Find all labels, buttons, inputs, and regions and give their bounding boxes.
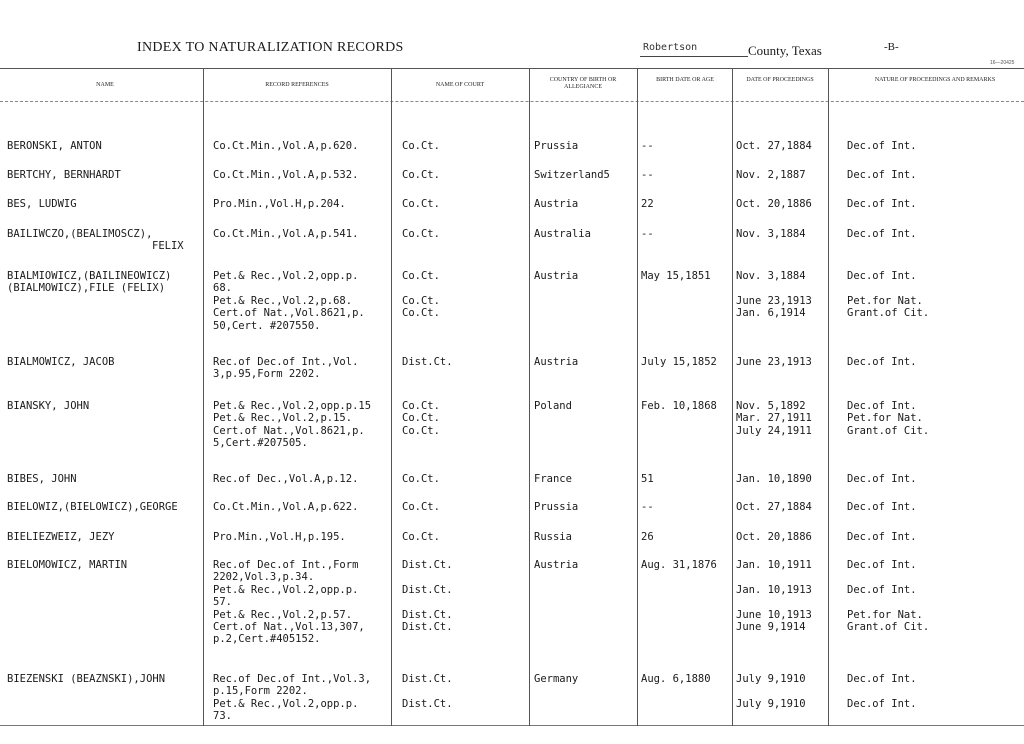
record-court-line: Dist.Ct. [402,621,453,634]
record-birth-date-line: -- [641,228,654,240]
record-reference-line: Pet.& Rec.,Vol.2,opp.p. [213,583,359,596]
record-proceeding-date-line: Oct. 27,1884 [736,501,812,513]
record-birth-date-line: 26 [641,531,654,543]
record-proceeding-date-line: Nov. 2,1887 [736,169,806,181]
record-birth-date [641,673,733,685]
record-nature [847,673,1017,710]
record-name-line: BERTCHY, BERNHARDT [7,169,121,181]
record-reference-line: Co.Ct.Min.,Vol.A,p.620. [213,140,359,152]
record-court [402,228,527,240]
record-court-line: Dist.Ct. [402,559,453,571]
record-reference [213,228,391,240]
record-reference-line: Pet.& Rec.,Vol.2,opp.p. [213,270,359,282]
record-name-line: BIALMIOWICZ,(BAILINEOWICZ) [7,270,172,282]
record-reference [213,473,391,485]
record-proceeding-date-line: Nov. 3,1884 [736,228,806,240]
record-reference [213,198,391,210]
record-name-line: BIELIEZWEIZ, JEZY [7,531,115,543]
page-title: INDEX TO NATURALIZATION RECORDS [137,40,404,55]
record-nature-line: Dec.of Int. [847,559,917,571]
record-reference-line: Pro.Min.,Vol.H,p.195. [213,531,346,543]
record-birth-date [641,270,733,282]
record-nature [847,228,1017,240]
record-nature-line: Grant.of Cit. [847,307,930,320]
record-nature-line [847,571,1017,583]
record-reference-line: Rec.of Dec.of Int.,Vol. [213,356,359,368]
record-nature [847,531,1017,543]
record-reference [213,559,391,646]
record-reference-line: 50,Cert. #207550. [213,319,321,332]
record-reference-line: Co.Ct.Min.,Vol.A,p.541. [213,228,359,240]
record-court-line: Co.Ct. [402,501,440,513]
column-divider [637,68,638,726]
record-court-line: Dist.Ct. [402,583,453,596]
record-country-line: Austria [534,559,579,571]
record-court [402,531,527,543]
record-name [7,228,203,253]
record-country-line: France [534,473,572,485]
record-reference [213,400,391,450]
record-proceeding-date-line: Jan. 10,1911 [736,559,812,571]
record-reference-line: 57. [213,596,232,609]
header-rule [0,68,1024,69]
record-name [7,356,203,368]
record-court-line: Co.Ct. [402,270,440,282]
record-proceeding-date-line [736,282,830,294]
record-name [7,673,203,685]
record-birth-date [641,228,733,240]
record-reference-line: p.2,Cert.#405152. [213,633,321,646]
record-name-line: BIELOWIZ,(BIELOWICZ),GEORGE [7,501,178,513]
record-country [534,531,636,543]
record-country-line: Austria [534,270,579,282]
record-court-line: Co.Ct. [402,140,440,152]
record-nature-line [847,282,1017,294]
record-nature-line: Dec.of Int. [847,169,917,181]
record-country-line: Australia [534,228,591,240]
record-nature-line: Grant.of Cit. [847,424,930,437]
record-nature [847,169,1017,181]
record-country [534,559,636,571]
record-name-line: BIEZENSKI (BEAZNSKI),JOHN [7,673,166,685]
record-reference [213,169,391,181]
record-proceeding-date-line: Jan. 6,1914 [736,307,806,320]
record-court [402,198,527,210]
record-birth-date-line: -- [641,140,654,152]
record-proceeding-date-line: Jan. 10,1913 [736,583,812,596]
record-court-line: Dist.Ct. [402,608,453,621]
column-header-nature: NATURE OF PROCEEDINGS AND REMARKS [874,77,996,83]
record-court [402,140,527,152]
record-court-line: Co.Ct. [402,531,440,543]
record-reference-line: 73. [213,710,232,723]
record-proceeding-date-line: Nov. 5,1892 [736,400,806,412]
record-proceeding-date [736,559,830,633]
record-proceeding-date [736,270,830,320]
record-reference-line: Cert.of Nat.,Vol.13,307, [213,621,365,634]
record-proceeding-date [736,228,830,240]
record-proceeding-date [736,400,830,437]
record-birth-date-line: Feb. 10,1868 [641,400,717,412]
record-country [534,356,636,368]
record-reference-line: Rec.of Dec.of Int.,Vol.3, [213,673,372,685]
column-divider [529,68,530,726]
record-country [534,501,636,513]
record-nature [847,473,1017,485]
record-proceeding-date-line: July 24,1911 [736,424,812,437]
record-country [534,473,636,485]
record-court [402,559,527,633]
record-country-line: Austria [534,356,579,368]
record-nature [847,270,1017,320]
record-reference-line: Cert.of Nat.,Vol.8621,p. [213,424,365,437]
record-proceeding-date [736,501,830,513]
record-court-line: Co.Ct. [402,307,440,320]
record-nature-line [847,596,1017,608]
record-name-line: BIBES, JOHN [7,473,77,485]
record-nature [847,356,1017,368]
record-birth-date [641,198,733,210]
record-country-line: Prussia [534,140,579,152]
record-name-line: BES, LUDWIG [7,198,77,210]
record-proceeding-date-line: June 23,1913 [736,294,812,307]
record-nature-line: Dec.of Int. [847,583,917,596]
record-nature-line: Pet.for Nat. [847,608,923,621]
record-nature-line: Dec.of Int. [847,697,917,710]
record-court [402,400,527,437]
record-reference-line: Cert.of Nat.,Vol.8621,p. [213,307,365,320]
record-nature-line: Pet.for Nat. [847,412,923,425]
record-court-line: Co.Ct. [402,294,440,307]
record-reference-line: 68. [213,282,232,295]
record-reference-line: Co.Ct.Min.,Vol.A,p.622. [213,501,359,513]
record-court-line: Dist.Ct. [402,673,453,685]
record-nature [847,198,1017,210]
record-birth-date [641,356,733,368]
record-court [402,673,527,710]
record-proceeding-date-line: July 9,1910 [736,673,806,685]
bottom-rule [0,725,1024,726]
record-nature-line: Dec.of Int. [847,140,917,152]
record-nature-line: Dec.of Int. [847,531,917,543]
record-reference-line: Pet.& Rec.,Vol.2,opp.p.15 [213,400,372,412]
record-proceeding-date [736,169,830,181]
column-header-country: COUNTRY OF BIRTH OR ALLEGIANCE [549,77,617,90]
record-name [7,198,203,210]
record-nature [847,559,1017,633]
county-label: County, Texas [748,43,822,58]
record-proceeding-date [736,673,830,710]
column-header-date-of-proceedings: DATE OF PROCEEDINGS [746,77,814,83]
record-nature-line: Dec.of Int. [847,400,917,412]
record-name [7,140,203,152]
record-proceeding-date-line [736,685,830,697]
record-proceeding-date-line [736,571,830,583]
record-birth-date [641,169,733,181]
record-reference [213,531,391,543]
record-nature [847,501,1017,513]
record-birth-date [641,501,733,513]
record-proceeding-date [736,473,830,485]
county-underline [640,56,748,57]
record-reference [213,356,391,381]
record-name-line: FELIX [152,240,184,253]
record-proceeding-date [736,198,830,210]
record-nature-line: Pet.for Nat. [847,294,923,307]
record-court [402,473,527,485]
record-court [402,501,527,513]
record-court-line: Dist.Ct. [402,697,453,710]
county-name: Robertson [643,42,698,53]
record-reference-line: Co.Ct.Min.,Vol.A,p.532. [213,169,359,181]
record-nature-line: Dec.of Int. [847,198,917,210]
record-court-line: Co.Ct. [402,412,440,425]
record-court-line: Co.Ct. [402,400,440,412]
record-proceeding-date [736,531,830,543]
record-proceeding-date-line: Oct. 20,1886 [736,198,812,210]
record-name [7,501,203,513]
record-country-line: Switzerland5 [534,169,610,181]
record-court-line: Dist.Ct. [402,356,453,368]
record-name-line: BIALMOWICZ, JACOB [7,356,115,368]
record-proceeding-date-line: June 9,1914 [736,621,806,634]
record-name [7,473,203,485]
record-birth-date-line: 22 [641,198,654,210]
record-court-line: Co.Ct. [402,228,440,240]
record-court-line [402,685,527,697]
record-proceeding-date-line: July 9,1910 [736,697,806,710]
column-divider [203,68,204,726]
record-country [534,198,636,210]
record-birth-date [641,559,733,571]
record-proceeding-date [736,356,830,368]
record-country-line: Austria [534,198,579,210]
record-court-line: Co.Ct. [402,169,440,181]
record-name-line: BIELOMOWICZ, MARTIN [7,559,128,571]
record-country-line: Germany [534,673,579,685]
record-reference [213,270,391,332]
record-nature-line: Dec.of Int. [847,473,917,485]
record-name [7,531,203,543]
record-birth-date-line: -- [641,501,654,513]
record-reference [213,673,391,723]
column-header-court: NAME OF COURT [435,82,485,88]
record-country [534,270,636,282]
record-reference-line: Rec.of Dec.,Vol.A,p.12. [213,473,359,485]
record-reference-line: 2202,Vol.3,p.34. [213,571,315,584]
record-birth-date [641,531,733,543]
record-birth-date-line: 51 [641,473,654,485]
record-proceeding-date [736,140,830,152]
record-nature-line: Grant.of Cit. [847,621,930,634]
record-reference-line: p.15,Form 2202. [213,685,308,698]
record-birth-date [641,140,733,152]
record-birth-date-line: Aug. 31,1876 [641,559,717,571]
record-nature-line: Dec.of Int. [847,501,917,513]
column-divider [391,68,392,726]
record-proceeding-date-line: Oct. 27,1884 [736,140,812,152]
record-reference-line: Pet.& Rec.,Vol.2,p.68. [213,294,353,307]
record-nature-line: Dec.of Int. [847,356,917,368]
record-reference-line: 3,p.95,Form 2202. [213,368,321,381]
record-court-line: Co.Ct. [402,473,440,485]
record-proceeding-date-line: Nov. 3,1884 [736,270,806,282]
record-proceeding-date-line: June 10,1913 [736,608,812,621]
record-proceeding-date-line: Mar. 27,1911 [736,412,812,425]
column-header-rule [0,101,1024,102]
record-birth-date-line: Aug. 6,1880 [641,673,711,685]
record-birth-date-line: May 15,1851 [641,270,711,282]
record-birth-date [641,400,733,412]
record-court [402,169,527,181]
record-nature-line [847,685,1017,697]
record-reference [213,140,391,152]
record-country [534,673,636,685]
record-proceeding-date-line: June 23,1913 [736,356,812,368]
record-reference-line: 5,Cert.#207505. [213,437,308,450]
record-court-line [402,282,527,294]
record-birth-date-line: July 15,1852 [641,356,717,368]
record-country [534,400,636,412]
record-reference-line: Rec.of Dec.of Int.,Form [213,559,359,571]
form-code: 16—20425 [990,60,1015,66]
record-nature-line: Dec.of Int. [847,673,917,685]
record-proceeding-date-line [736,596,830,608]
record-reference-line: Pet.& Rec.,Vol.2,p.15. [213,412,353,425]
index-letter: -B- [884,41,899,53]
record-country-line: Russia [534,531,572,543]
record-nature-line: Dec.of Int. [847,270,917,282]
column-header-name: NAME [96,82,114,88]
record-court-line: Co.Ct. [402,198,440,210]
record-proceeding-date-line: Jan. 10,1890 [736,473,812,485]
record-name-line: BAILIWCZO,(BEALIMOSCZ), [7,228,153,240]
record-country-line: Prussia [534,501,579,513]
record-birth-date [641,473,733,485]
record-name [7,400,203,412]
record-nature [847,140,1017,152]
record-country [534,228,636,240]
column-header-birth-date: BIRTH DATE OR AGE [656,77,714,83]
column-divider [732,68,733,726]
record-court [402,270,527,320]
column-header-record-references: RECORD REFERENCES [265,82,329,88]
record-nature-line: Dec.of Int. [847,228,917,240]
record-name-line: (BIALMOWICZ),FILE (FELIX) [7,282,166,295]
record-court-line [402,596,527,608]
record-reference-line: Pet.& Rec.,Vol.2,opp.p. [213,697,359,710]
record-birth-date-line: -- [641,169,654,181]
record-name [7,270,203,295]
record-name [7,559,203,571]
record-reference-line: Pet.& Rec.,Vol.2,p.57. [213,608,353,621]
record-country-line: Poland [534,400,572,412]
record-reference [213,501,391,513]
record-court [402,356,527,368]
record-court-line: Co.Ct. [402,424,440,437]
record-country [534,140,636,152]
record-proceeding-date-line: Oct. 20,1886 [736,531,812,543]
record-nature [847,400,1017,437]
record-reference-line: Pro.Min.,Vol.H,p.204. [213,198,346,210]
record-name [7,169,203,181]
record-name-line: BIANSKY, JOHN [7,400,90,412]
record-court-line [402,571,527,583]
record-country [534,169,636,181]
record-name-line: BERONSKI, ANTON [7,140,102,152]
